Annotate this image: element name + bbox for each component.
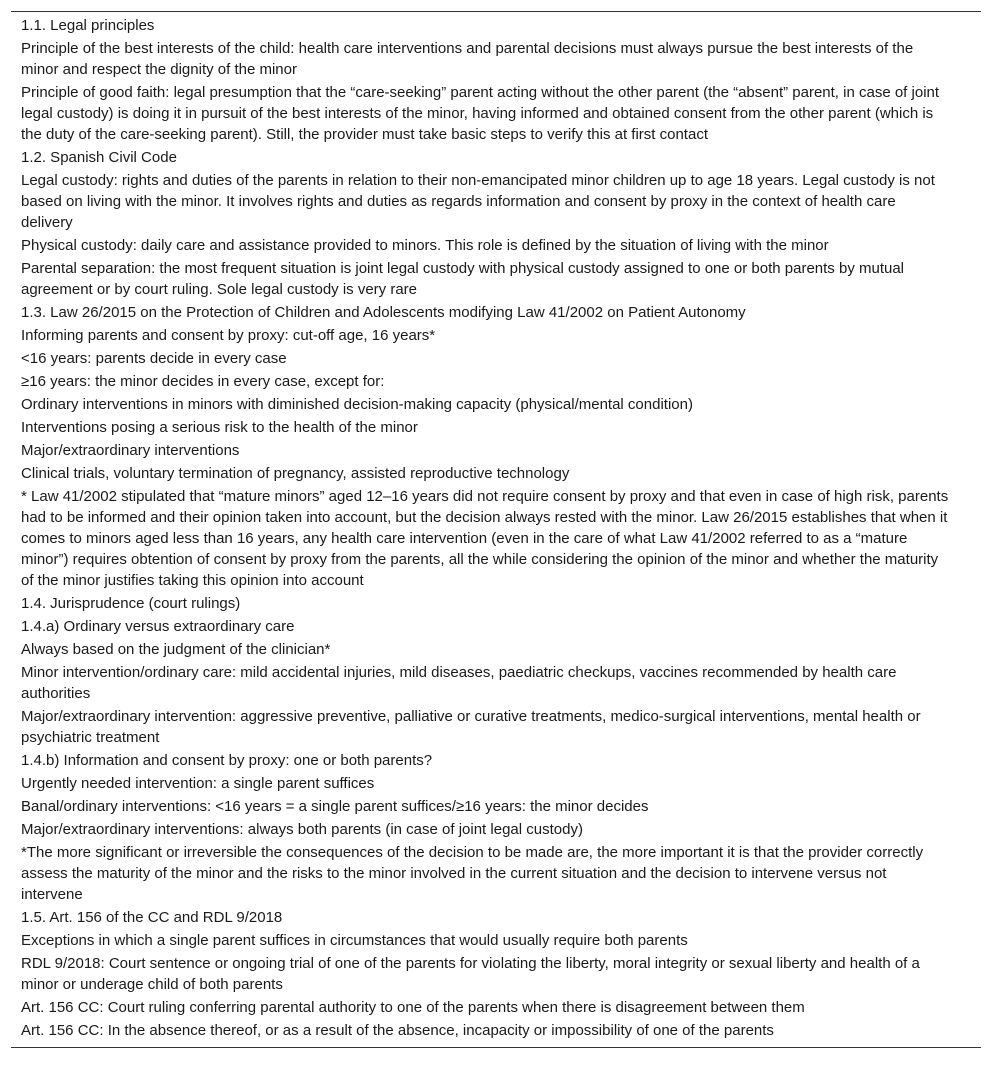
table-body	[11, 12, 981, 1047]
table-row: Interventions posing a serious risk to the health of the minor	[21, 419, 418, 436]
table-row: Minor intervention/ordinary care: mild accidental injuries, mild diseases, paediatric checkups, vaccines recommended by health care authorities	[21, 664, 897, 702]
table-row: Banal/ordinary interventions: <16 years = a single parent suffices/≥16 years: the minor decides	[21, 798, 649, 815]
table-row: Exceptions in which a single parent suffices in circumstances that would usually require both parents	[21, 932, 688, 949]
section-heading: 1.5. Art. 156 of the CC and RDL 9/2018	[21, 909, 283, 926]
section-heading: 1.1. Legal principles	[21, 17, 155, 34]
table-row: Always based on the judgment of the clinician*	[21, 641, 331, 658]
legal-framework-table	[11, 11, 981, 1048]
table-row: <16 years: parents decide in every case	[21, 350, 287, 367]
table-row: Parental separation: the most frequent situation is joint legal custody with physical custody assigned to one or both parents by mutual agreement or by court ruling. Sole legal custody is very rare	[21, 260, 905, 298]
table-row: RDL 9/2018: Court sentence or ongoing trial of one of the parents for violating the liberty, moral integrity or sexual liberty and health of a minor or underage child of both parents	[21, 955, 920, 993]
table-row: Informing parents and consent by proxy: cut-off age, 16 years*	[21, 327, 436, 344]
footnote: * Law 41/2002 stipulated that “mature minors” aged 12–16 years did not require consent by proxy and that even in case of high risk, parents had to be informed and their opinion taken into account, but the decision always rested with the minor. Law 26/2015 establishes that when it comes to minors aged less than 16 years, any health care intervention (even in the care of what Law 41/2002 referred to as a “mature minor”) requires obtention of consent by proxy from the parents, all the while considering the opinion of the minor and whether the maturity of the minor justifies taking this opinion into account	[21, 488, 949, 589]
table-row: Physical custody: daily care and assistance provided to minors. This role is defined by the situation of living with the minor	[21, 237, 829, 254]
table-row: Major/extraordinary interventions: always both parents (in case of joint legal custody)	[21, 821, 583, 838]
subsection-heading: 1.4.a) Ordinary versus extraordinary care	[21, 618, 295, 635]
section-heading: 1.4. Jurisprudence (court rulings)	[21, 595, 241, 612]
section-heading: 1.2. Spanish Civil Code	[21, 149, 177, 166]
table-row: Art. 156 CC: In the absence thereof, or as a result of the absence, incapacity or impossibility of one of the parents	[21, 1022, 774, 1039]
table-row: Principle of the best interests of the child: health care interventions and parental decisions must always pursue the best interests of the minor and respect the dignity of the minor	[21, 40, 914, 78]
section-heading: 1.3. Law 26/2015 on the Protection of Children and Adolescents modifying Law 41/2002 on Patient Autonomy	[21, 304, 746, 321]
table-row: Clinical trials, voluntary termination of pregnancy, assisted reproductive technology	[21, 465, 570, 482]
table-row: Principle of good faith: legal presumption that the “care-seeking” parent acting without the other parent (the “absent” parent, in case of joint legal custody) is doing it in pursuit of the best interests of the minor, having informed and obtained consent from the other parent (which is the duty of the care-seeking parent). Still, the provider must take basic steps to verify this at first contact	[21, 84, 940, 143]
table-row: Art. 156 CC: Court ruling conferring parental authority to one of the parents when there is disagreement between them	[21, 999, 805, 1016]
table-row: Major/extraordinary intervention: aggressive preventive, palliative or curative treatments, medico-surgical interventions, mental health or psychiatric treatment	[21, 708, 921, 746]
table-row: Legal custody: rights and duties of the parents in relation to their non-emancipated minor children up to age 18 years. Legal custody is not based on living with the minor. It involves rights and duties as regards information and consent by proxy in the context of health care delivery	[21, 172, 935, 231]
table-row: Urgently needed intervention: a single parent suffices	[21, 775, 375, 792]
footnote: *The more significant or irreversible the consequences of the decision to be made are, the more important it is that the provider correctly assess the maturity of the minor and the risks to the minor involved in the current situation and the decision to intervene versus not intervene	[21, 844, 924, 903]
table-row: Ordinary interventions in minors with diminished decision-making capacity (physical/mental condition)	[21, 396, 693, 413]
subsection-heading: 1.4.b) Information and consent by proxy: one or both parents?	[21, 752, 433, 769]
table-row: ≥16 years: the minor decides in every case, except for:	[21, 373, 385, 390]
table-row: Major/extraordinary interventions	[21, 442, 240, 459]
